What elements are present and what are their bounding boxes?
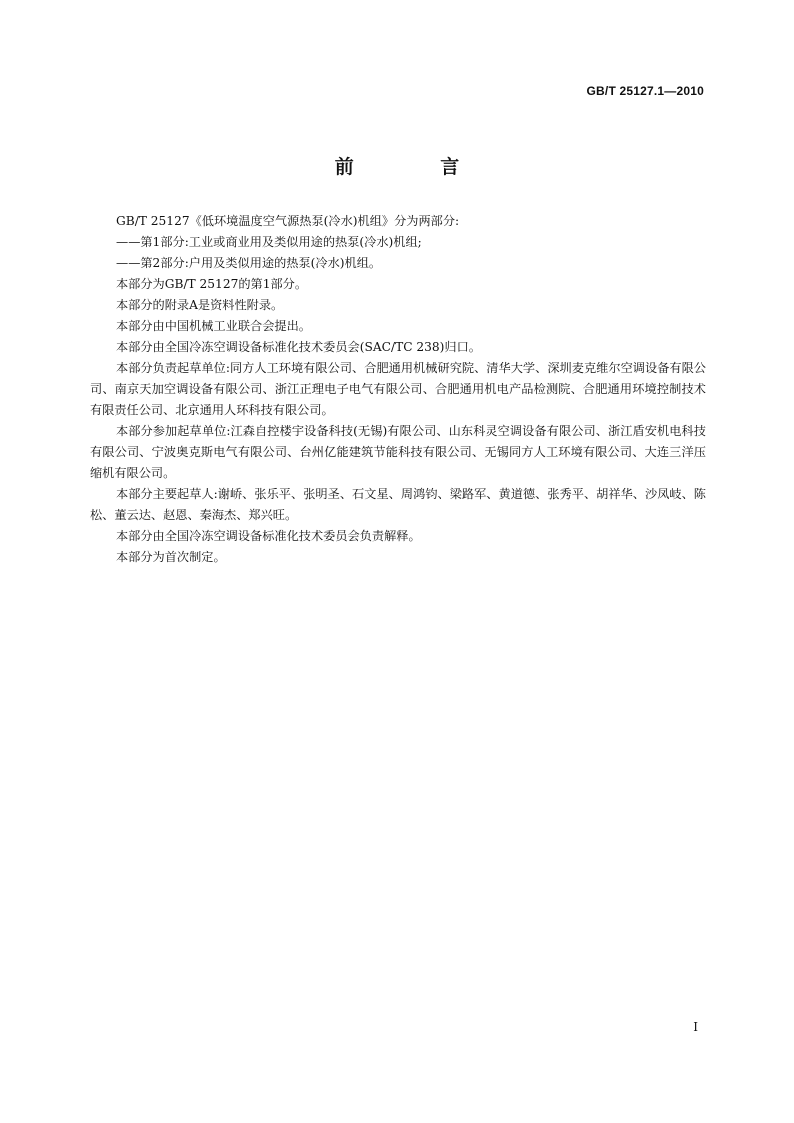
paragraph-first-edition: 本部分为首次制定。 — [116, 550, 226, 564]
paragraph-drafting-units: 本部分负责起草单位:同方人工环境有限公司、合肥通用机械研究院、清华大学、深圳麦克维尔空调设备有限公司、南京天加空调设备有限公司、浙江正理电子电气有限公司、合肥通用机电产品检测院、合肥通用环境控制技术有限责任公司、北京通用人环科技有限公司。 — [90, 361, 706, 417]
paragraph-proposed-by: 本部分由中国机械工业联合会提出。 — [116, 319, 311, 333]
page-title: 前 言 — [334, 156, 500, 178]
paragraph-interpretation: 本部分由全国冷冻空调设备标准化技术委员会负责解释。 — [116, 529, 421, 543]
paragraph-participating-units: 本部分参加起草单位:江森自控楼宇设备科技(无锡)有限公司、山东科灵空调设备有限公司、浙江盾安机电科技有限公司、宁波奥克斯电气有限公司、台州亿能建筑节能科技有限公司、无锡同方人工环境有限公司、大连三洋压缩机有限公司。 — [90, 424, 706, 480]
standard-code: GB/T 25127.1—2010 — [586, 84, 704, 98]
paragraph-part2: ——第2部分:户用及类似用途的热泵(冷水)机组。 — [116, 256, 382, 270]
foreword-body — [90, 211, 706, 568]
paragraph-intro: GB/T 25127《低环境温度空气源热泵(冷水)机组》分为两部分: — [116, 214, 460, 228]
paragraph-annex: 本部分的附录A是资料性附录。 — [116, 298, 284, 312]
paragraph-part1: ——第1部分:工业或商业用及类似用途的热泵(冷水)机组; — [116, 235, 422, 249]
paragraph-drafters: 本部分主要起草人:谢峤、张乐平、张明圣、石文星、周鸿钧、梁路军、黄道德、张秀平、胡祥华、沙凤岐、陈松、董云达、赵恩、秦海杰、郑兴旺。 — [90, 487, 706, 522]
paragraph-centralized-by: 本部分由全国冷冻空调设备标准化技术委员会(SAC/TC 238)归口。 — [116, 340, 481, 354]
paragraph-this-part: 本部分为GB/T 25127的第1部分。 — [116, 277, 308, 291]
page-number: I — [693, 1020, 698, 1034]
